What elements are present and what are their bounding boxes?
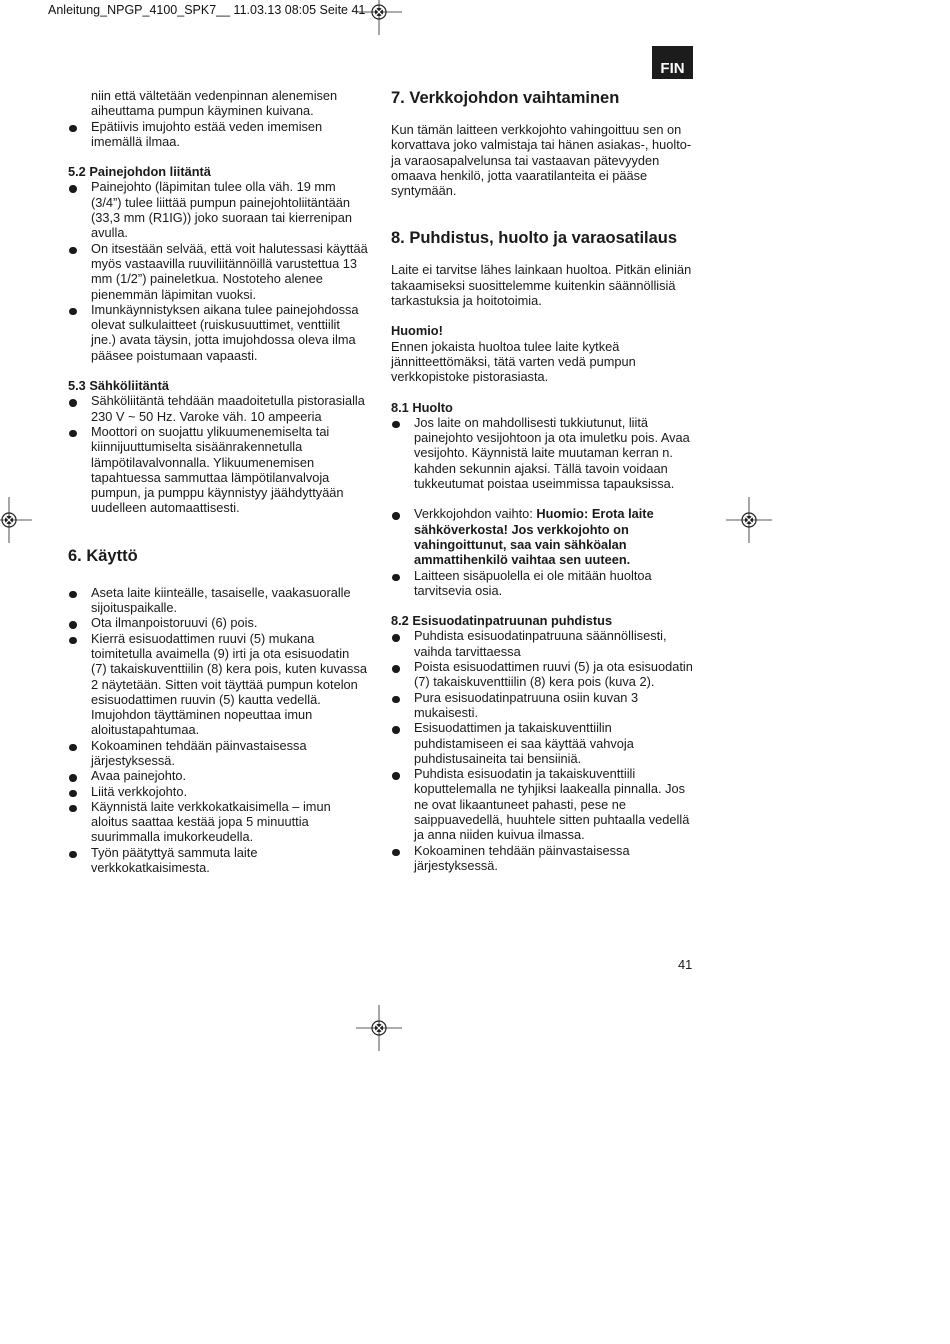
section-8-1-title: 8.1 Huolto [391,399,453,415]
list-item: Avaa painejohto. [68,768,368,783]
list-item: Moottori on suojattu ylikuumenemiselta tai kiinnijuuttumiselta sisäänrakennetulla lämpötilavalvonnalla. Ylikuumenemisen tapahtuessa sammuttaa lämpötilanvalvoja pumpun, ja pumppu käynnistyy jäähdyttyään uudelleen automaattisesti. [68,424,368,516]
list-item: Esisuodattimen ja takaiskuventtiilin puhdistamiseen ei saa käyttää vahvoja puhdistusaineita tai bensiiniä. [391,720,696,766]
language-tab: FIN [652,46,693,79]
list-item: Imunkäynnistyksen aikana tulee painejohdossa olevat sulkulaitteet (ruiskusuuttimet, venttiilit jne.) avata täysin, jotta imujohdossa oleva ilma pääsee poistumaan vapaasti. [68,302,368,363]
list-item: Poista esisuodattimen ruuvi (5) ja ota esisuodatin (7) takaiskuventtiilin (8) kera pois (kuva 2). [391,659,696,690]
bullet-icon [392,849,400,857]
section-7-heading: 7. Verkkojohdon vaihtaminen [391,89,620,107]
list-item: Aseta laite kiinteälle, tasaiselle, vaakasuoralle sijoituspaikalle. [68,585,368,616]
list-item: Puhdista esisuodatinpatruuna säännöllisesti, vaihda tarvittaessa [391,628,696,659]
list-item: Puhdista esisuodatin ja takaiskuventtiili koputtelemalla ne tyhjiksi laakealla pinnalla. Jos ne ovat likaantuneet pahasti, pese ne saippuavedellä, huuhtele sitten puhtaalla vedellä ja anna niiden kuivua ilmassa. [391,766,696,842]
section-8-2-title: 8.2 Esisuodatinpatruunan puhdistus [391,613,613,629]
continued-paragraph: niin että vältetään vedenpinnan alenemisen aiheuttama pumpun käyminen kuivana. [91,88,338,119]
bullet-icon [69,744,77,752]
bullet-icon [69,805,77,813]
list-item: Laitteen sisäpuolella ei ole mitään huoltoa tarvitsevia osia. [391,568,696,599]
bullet-icon [392,421,400,429]
bullet-icon [69,247,77,255]
list-item: Epätiivis imujohto estää veden imemisen imemällä ilmaa. [68,119,368,150]
section-8-text: Laite ei tarvitse lähes lainkaan huoltoa. Pitkän eliniän takaamiseksi suosittelemme kuitenkin säännöllisiä tarkastuksia ja hoitotoimia. [391,262,692,309]
bullet-icon [392,726,400,734]
section-5-2-title: 5.2 Painejohdon liitäntä [68,164,211,180]
list-item: Kokoaminen tehdään päinvastaisessa järjestyksessä. [391,843,696,874]
bullet-icon [392,512,400,520]
section-8-2-list [391,628,696,873]
bullet-icon [69,637,77,645]
note-text: Ennen jokaista huoltoa tulee laite kytkeä jännitteettömäksi, tätä varten vedä pumpun verkkopistoke pistorasiasta. [391,338,636,385]
list-item: Käynnistä laite verkkokatkaisimella – imun aloitus saattaa kestää jopa 5 minuuttia suurimmalla imukorkeudella. [68,799,368,845]
list-item: Verkkojohdon vaihto: Huomio: Erota laite sähköverkosta! Jos verkkojohto on vahingoittunut, saa vain sähköalan ammattihenkilö vaihtaa sen uuteen. [391,506,696,567]
bullet-icon [69,125,77,133]
bullet-icon [392,574,400,582]
list-item: Ota ilmanpoistoruuvi (6) pois. [68,615,368,630]
bullet-icon [392,696,400,704]
registration-mark-left-icon [0,497,32,543]
bullet-icon [69,851,77,859]
bullet-icon [69,430,77,438]
registration-mark-top-icon [356,0,402,35]
list-item: Kierrä esisuodattimen ruuvi (5) mukana toimitetulla avaimella (9) irti ja ota esisuodatin (7) takaiskuventtiilin (8) kera pois, kuten kuvassa 2 näytetään. Sitten voit täyttää pumpun kotelon esisuodattimen ruuvin (5) kautta vedellä. Imujohdon täyttäminen nopeuttaa imun aloitustapahtumaa. [68,631,368,738]
section-5-3-list [68,393,368,515]
bullet-icon [392,634,400,642]
list-item: Sähköliitäntä tehdään maadoitetulla pistorasialla 230 V ~ 50 Hz. Varoke väh. 10 ampeeria [68,393,368,424]
list-item: Liitä verkkojohto. [68,784,368,799]
section-6-list [68,585,368,876]
page-number: 41 [678,957,693,972]
bullet-icon [69,621,77,629]
section-5-2-list [68,179,368,363]
bullet-icon [69,185,77,193]
list-item: Painejohto (läpimitan tulee olla väh. 19 mm (3/4”) tulee liittää pumpun painejohtoliitäntään (33,3 mm (R1IG)) joko suoraan tai kierrenipan avulla. [68,179,368,240]
list-item: Pura esisuodatinpatruuna osiin kuvan 3 mukaisesti. [391,690,696,721]
list-item: Kokoaminen tehdään päinvastaisessa järjestyksessä. [68,738,368,769]
bullet-icon [69,308,77,316]
bullet-icon [392,772,400,780]
section-8-heading: 8. Puhdistus, huolto ja varaosatilaus [391,229,678,248]
section-5-3-title: 5.3 Sähköliitäntä [68,378,169,394]
bullet-icon [69,774,77,782]
note-title: Huomio! [391,323,443,339]
registration-mark-right-icon [726,497,772,543]
bullet-icon [69,591,77,599]
right-column [391,88,696,873]
left-column [68,88,368,875]
bullet-icon [69,790,77,798]
list-item: On itsestään selvää, että voit halutessasi käyttää myös vastaavilla ruuviliitännöillä varustettua 13 mm (1/2”) paineletkua. Nostoteho alenee pienemmän läpimitan vuoksi. [68,241,368,302]
print-header: Anleitung_NPGP_4100_SPK7__ 11.03.13 08:05 Seite 41 [48,3,366,17]
bullet-icon [69,399,77,407]
section-7-text: Kun tämän laitteen verkkojohto vahingoittuu sen on korvattava joko valmistaja tai hänen asiakas-, huolto- ja varaosapalvelunsa tai vastaavan pätevyyden omaava henkilö, jotta vaaratilanteita ei pääse syntymään. [391,122,692,199]
section-8-1-list [391,415,696,598]
section-6-heading: 6. Käyttö [68,546,138,565]
list-item: Työn päätyttyä sammuta laite verkkokatkaisimesta. [68,845,368,876]
list-item: Jos laite on mahdollisesti tukkiutunut, liitä painejohto vesijohtoon ja ota imuletku pois. Avaa vesijohto. Käynnistä laite muutaman kerran n. kahden sekunnin ajaksi. Tällä tavoin voidaan tukkeutumat poistaa useimmissa tapauksissa. [391,415,696,491]
registration-mark-bottom-icon [356,1005,402,1051]
bullet-icon [392,665,400,673]
intro-bullet-list [68,119,368,150]
